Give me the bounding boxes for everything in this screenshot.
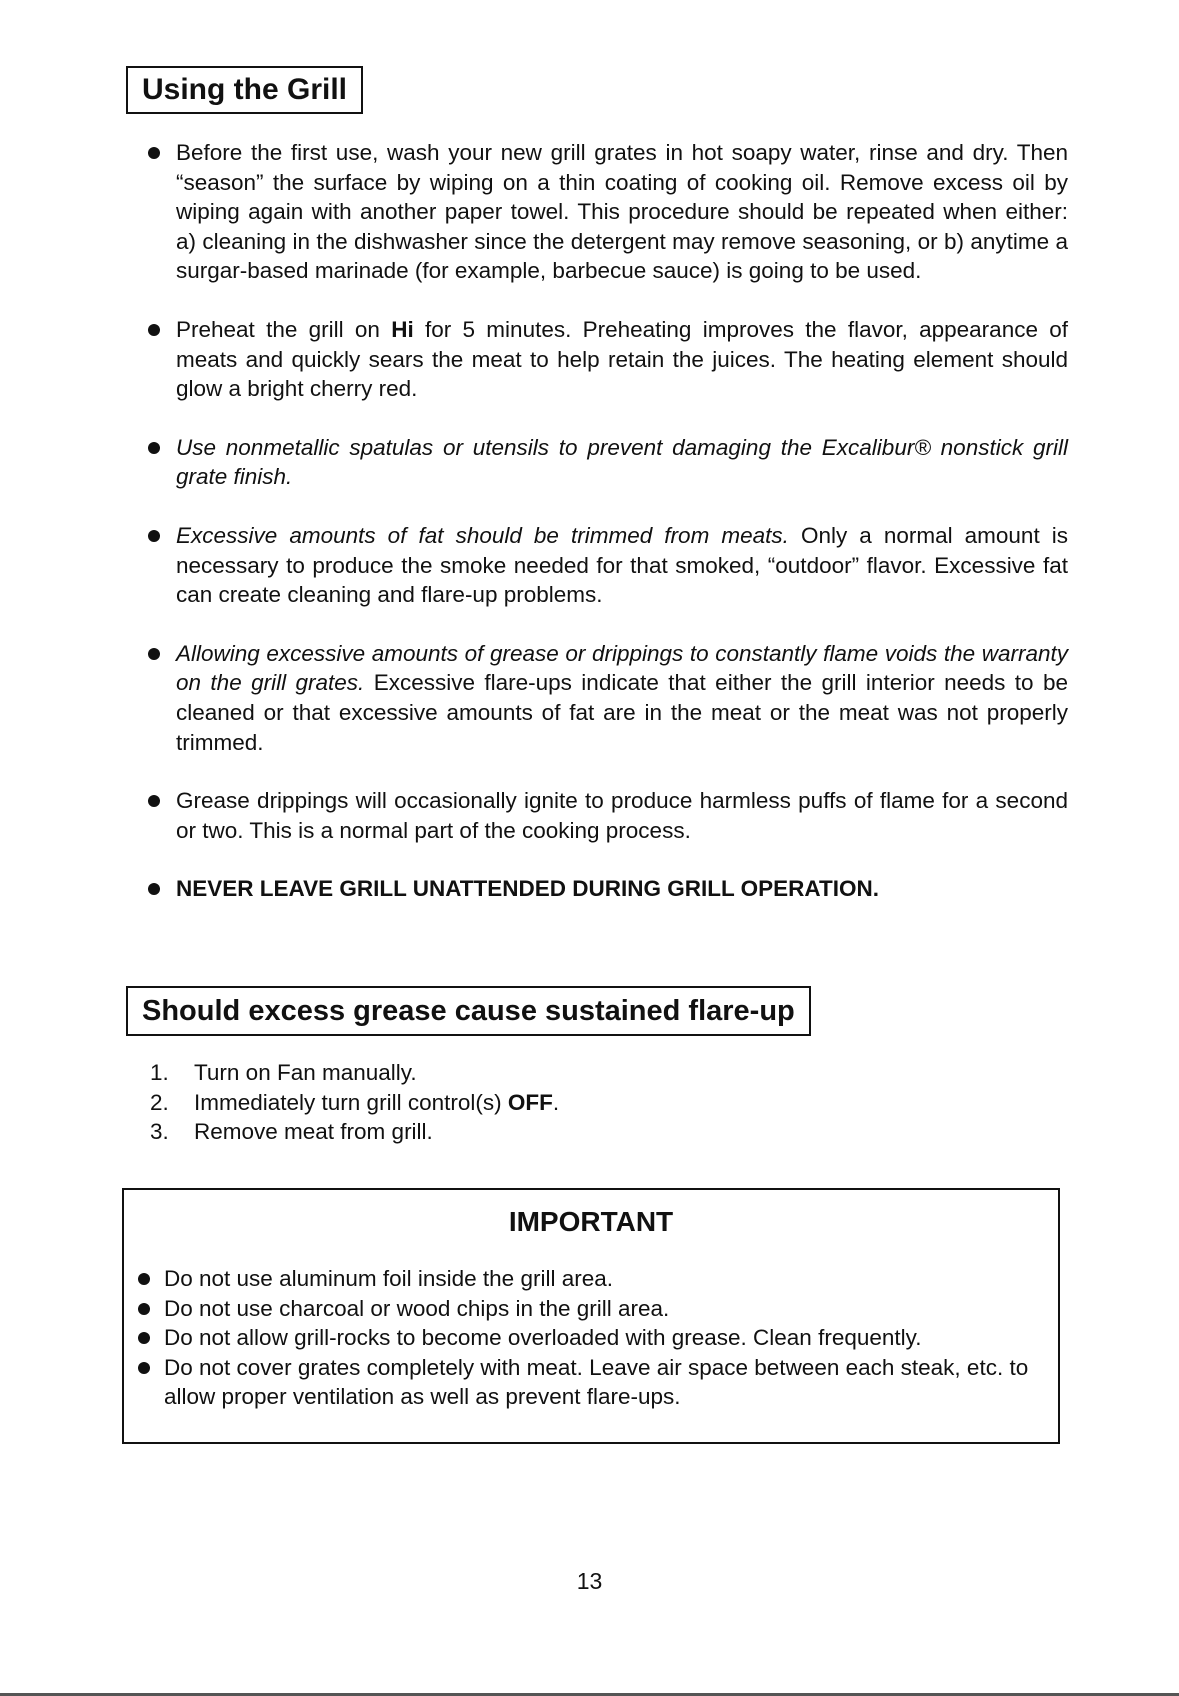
text-run: Turn on Fan manually. — [194, 1060, 417, 1085]
step-item — [150, 1058, 559, 1088]
text-run: NEVER LEAVE GRILL UNATTENDED DURING GRILL OPERATION. — [176, 876, 879, 902]
important-list — [138, 1264, 1043, 1412]
step-text — [194, 1117, 433, 1147]
text-run: Hi — [391, 316, 414, 342]
important-item — [138, 1323, 1043, 1353]
bullet-text — [176, 788, 1068, 843]
page-number: 13 — [576, 1568, 603, 1594]
section-heading-using-grill: Using the Grill — [126, 66, 363, 114]
bullet-icon — [148, 147, 160, 159]
text-run: Use nonmetallic spatulas or utensils to prevent damaging the Excalibur® nonstick grill grate finish. — [176, 434, 1068, 490]
important-title: IMPORTANT — [508, 1206, 674, 1237]
text-run: . — [552, 1089, 560, 1115]
text-run: Preheat the grill on — [176, 316, 392, 342]
bullet-icon — [148, 530, 160, 542]
step-text — [194, 1088, 559, 1118]
step-item — [150, 1088, 559, 1118]
text-run: Allowing excessive amounts of grease or drippings to constantly flame voids the warranty on the grill grates. — [176, 640, 1068, 696]
bullet-text — [176, 876, 879, 901]
bullet-item — [148, 874, 1068, 904]
bullet-item — [148, 315, 1068, 404]
text-run: Immediately turn grill control(s) — [194, 1089, 508, 1115]
text-run: Only a normal amount is necessary to produce the smoke needed for that smoked, “outdoor” flavor. Excessive fat can create cleaning and flare-up problems. — [176, 522, 1068, 608]
step-text — [194, 1058, 417, 1088]
important-notice-box — [122, 1188, 1060, 1444]
bullet-icon — [148, 324, 160, 336]
important-item-text: Do not cover grates completely with meat. Leave air space between each steak, etc. to allow proper ventilation as well as prevent flare-ups. — [164, 1354, 1029, 1409]
section-heading-flare-up: Should excess grease cause sustained flare-up — [126, 986, 811, 1036]
text-run: Excessive amounts of fat should be trimmed from meats. — [176, 522, 789, 548]
step-item — [150, 1117, 559, 1147]
text-run: OFF — [507, 1089, 553, 1115]
flare-up-steps-list — [150, 1058, 559, 1147]
step-number: 1. — [150, 1060, 169, 1085]
text-run: Excessive flare-ups indicate that either the grill interior needs to be cleaned or that excessive amounts of fat are in the meat or the meat was not properly trimmed. — [176, 670, 1068, 755]
bullet-icon — [148, 648, 160, 660]
bullet-item — [148, 138, 1068, 286]
bullet-icon — [138, 1273, 150, 1285]
bullet-icon — [148, 883, 160, 895]
bullet-text — [176, 523, 1068, 607]
bullet-item — [148, 521, 1068, 610]
text-run: for 5 minutes. Preheating improves the flavor, appearance of meats and quickly sears the meat to help retain the juices. The heating element should glow a bright cherry red. — [176, 316, 1069, 402]
bullet-text — [176, 317, 1068, 401]
bullet-icon — [148, 442, 160, 454]
bullet-item — [148, 786, 1068, 845]
bullet-icon — [138, 1362, 150, 1374]
bullet-icon — [138, 1303, 150, 1315]
bullet-item — [148, 433, 1068, 492]
text-run: Grease drippings will occasionally ignite to produce harmless puffs of flame for a second or two. This is a normal part of the cooking process. — [176, 788, 1068, 843]
usage-bullet-list — [148, 138, 1068, 933]
bullet-icon — [138, 1332, 150, 1344]
important-item — [138, 1294, 1043, 1324]
step-number: 2. — [150, 1089, 169, 1115]
important-item-text: Do not use charcoal or wood chips in the grill area. — [164, 1295, 670, 1321]
bullet-text — [176, 140, 1068, 283]
important-item-text: Do not allow grill-rocks to become overloaded with grease. Clean frequently. — [164, 1325, 922, 1350]
bullet-text — [176, 641, 1068, 755]
step-number: 3. — [150, 1119, 169, 1144]
important-item-text: Do not use aluminum foil inside the grill area. — [164, 1266, 613, 1291]
important-item — [138, 1264, 1043, 1294]
text-run: Before the first use, wash your new grill grates in hot soapy water, rinse and dry. Then “season” the surface by wiping on a thin coating of cooking oil. Remove excess oil by wiping again with another paper towel. This procedure should be repeated when either: a) cleaning in the dishwasher since the detergent may remove seasoning, or b) anytime a surgar-based marinade (for example, barbecue sauce) is going to be used. — [176, 140, 1068, 284]
bullet-item — [148, 639, 1068, 757]
text-run: Remove meat from grill. — [194, 1119, 433, 1144]
important-item — [138, 1353, 1043, 1412]
bullet-icon — [148, 795, 160, 807]
bullet-text — [176, 435, 1068, 490]
